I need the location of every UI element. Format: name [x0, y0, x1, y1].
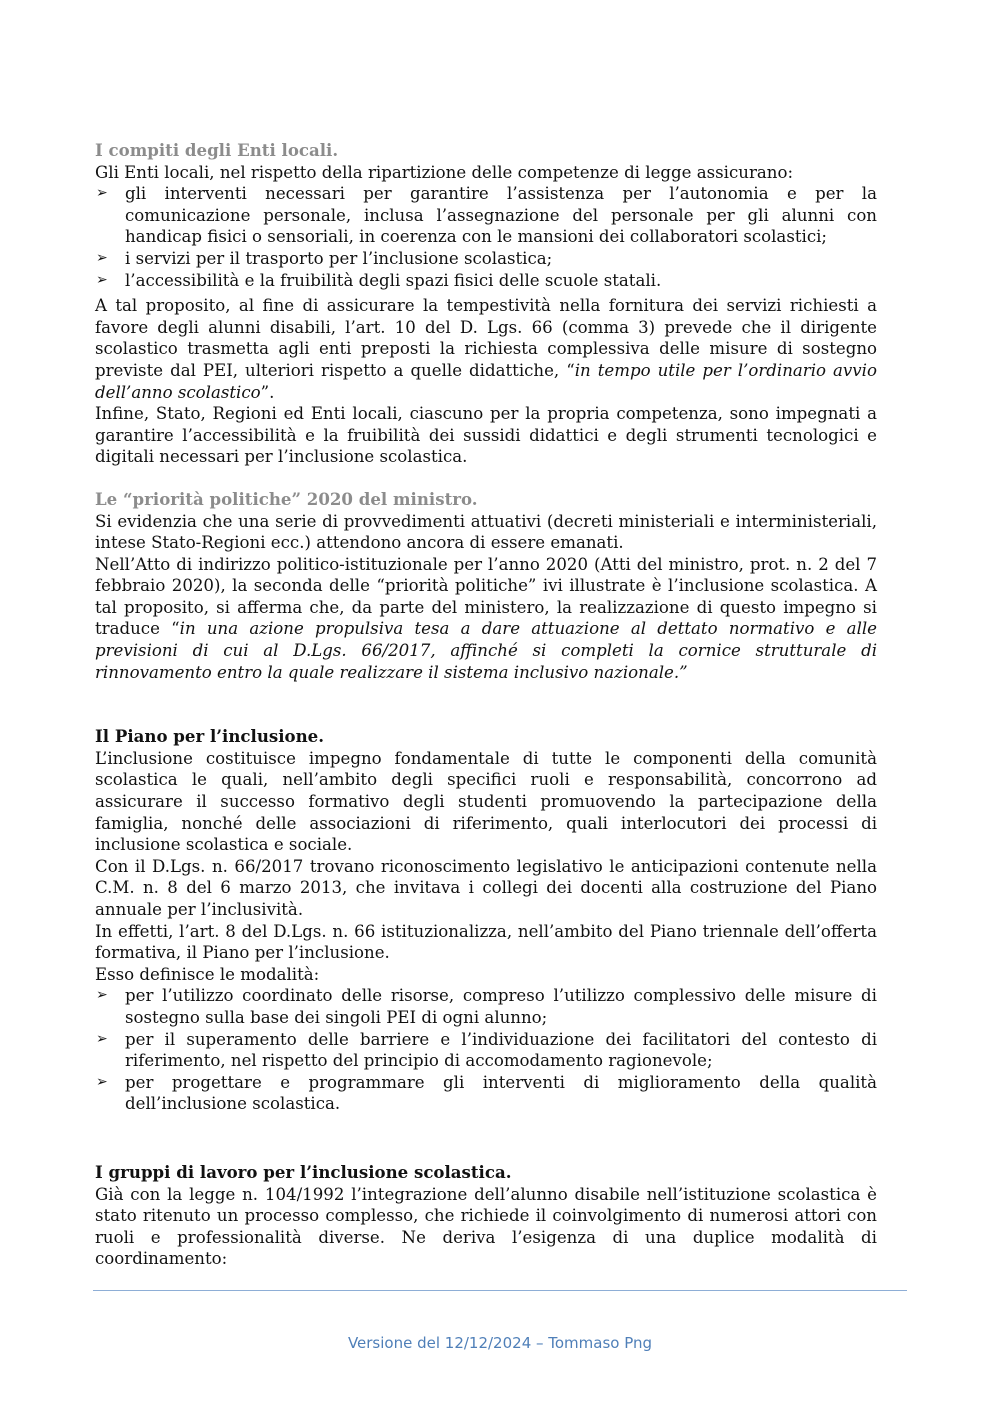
paragraph: Si evidenzia che una serie di provvedimenti attuativi (decreti ministeriali e interministeriali, intese Stato-Regioni ecc.) attendono ancora di essere emanati.	[95, 511, 877, 553]
paragraph: Infine, Stato, Regioni ed Enti locali, ciascuno per la propria competenza, sono impegnati a garantire l’accessibilità e la fruibilità dei sussidi didattici e degli strumenti tecnologici e digitali necessari per l’inclusione scolastica.	[95, 404, 877, 467]
paragraph: Gli Enti locali, nel rispetto della ripartizione delle competenze di legge assicurano:	[95, 162, 794, 182]
list-item	[95, 1029, 877, 1072]
section-gruppi-lavoro	[95, 1162, 877, 1270]
paragraph: In effetti, l’art. 8 del D.Lgs. n. 66 istituzionalizza, nell’ambito del Piano triennale dell’offerta formativa, il Piano per l’inclusione.	[95, 921, 877, 963]
paragraph: L’inclusione costituisce impegno fondamentale di tutte le componenti della comunità scolastica le quali, nell’ambito degli specifici ruoli e responsabilità, concorrono ad assicurare il successo formativo degli studenti promuovendo la partecipazione della famiglia, nonché delle associazioni di riferimento, quali interlocutori dei processi di inclusione scolastica e sociale.	[95, 748, 877, 855]
arrowhead-bullet-icon: ➢	[96, 271, 108, 288]
arrowhead-bullet-icon: ➢	[96, 1073, 108, 1090]
paragraph	[95, 554, 877, 684]
paragraph-text: Nell’Atto di indirizzo politico-istituzionale per l’anno 2020 (Atti del ministro, prot. n. 2 del 7 febbraio 2020), la seconda delle “priorità politiche” ivi illustrate è l’inclusione scolastica. A tal proposito, si afferma che, da parte del ministero, la realizzazione di questo impegno si traduce “	[95, 554, 877, 639]
bullet-list	[95, 985, 877, 1115]
quote-italic: in una azione propulsiva tesa a dare attuazione al dettato normativo e alle previsioni di cui al D.Lgs. 66/2017, affinché si completi la cornice strutturale di rinnovamento entro la quale realizzare il sistema inclusivo nazionale.”	[95, 619, 877, 682]
paragraph-text: ”.	[260, 382, 275, 402]
list-item-text: gli interventi necessari per garantire l’assistenza per l’autonomia e per la comunicazione personale, inclusa l’assegnazione del personale per gli alunni con handicap fisici o sensoriali, in coerenza con le mansioni dei collaboratori scolastici;	[125, 184, 877, 247]
arrowhead-bullet-icon: ➢	[96, 249, 108, 266]
paragraph: Già con la legge n. 104/1992 l’integrazione dell’alunno disabile nell’istituzione scolastica è stato ritenuto un processo complesso, che richiede il coinvolgimento di numerosi attori con ruoli e professionalità diverse. Ne deriva l’esigenza di una duplice modalità di coordinamento:	[95, 1184, 877, 1269]
bullet-list	[95, 183, 877, 291]
list-item-text: i servizi per il trasporto per l’inclusione scolastica;	[125, 248, 553, 268]
arrowhead-bullet-icon: ➢	[96, 185, 108, 202]
list-item	[95, 1072, 877, 1115]
list-item-text: per l’utilizzo coordinato delle risorse, compreso l’utilizzo complessivo delle misure di sostegno sulla base dei singoli PEI di ogni alunno;	[125, 986, 877, 1027]
list-item	[95, 985, 877, 1028]
section-heading: Le “priorità politiche” 2020 del ministro.	[95, 488, 478, 509]
quote-italic: in tempo utile per l’ordinario avvio dell’anno scolastico	[95, 360, 877, 402]
section-enti-locali	[95, 140, 877, 468]
arrowhead-bullet-icon: ➢	[96, 987, 108, 1004]
section-heading: I compiti degli Enti locali.	[95, 140, 339, 160]
paragraph	[95, 295, 877, 403]
section-heading: I gruppi di lavoro per l’inclusione scolastica.	[95, 1161, 512, 1182]
paragraph: Esso definisce le modalità:	[95, 964, 320, 984]
page-footer: Versione del 12/12/2024 – Tommaso Png	[347, 1334, 653, 1352]
document-body	[95, 140, 877, 1270]
footer-divider	[93, 1290, 907, 1291]
paragraph: Con il D.Lgs. n. 66/2017 trovano riconoscimento legislativo le anticipazioni contenute nella C.M. n. 8 del 6 marzo 2013, che invitava i collegi dei docenti alla costruzione del Piano annuale per l’inclusività.	[95, 856, 877, 919]
section-heading: Il Piano per l’inclusione.	[95, 726, 324, 747]
section-piano-inclusione	[95, 726, 877, 1115]
arrowhead-bullet-icon: ➢	[96, 1030, 108, 1047]
section-priorita-politiche	[95, 489, 877, 683]
list-item	[95, 183, 877, 248]
list-item	[95, 248, 877, 270]
list-item-text: per progettare e programmare gli interventi di miglioramento della qualità dell’inclusione scolastica.	[125, 1072, 877, 1114]
paragraph-text: A tal proposito, al fine di assicurare la tempestività nella fornitura dei servizi richiesti a favore degli alunni disabili, l’art. 10 del D. Lgs. 66 (comma 3) prevede che il dirigente scolastico trasmetta agli enti preposti la richiesta complessiva delle misure di sostegno previste dal PEI, ulteriori rispetto a quelle didattiche, “	[95, 296, 877, 380]
list-item	[95, 270, 877, 292]
list-item-text: l’accessibilità e la fruibilità degli spazi fisici delle scuole statali.	[125, 270, 662, 290]
list-item-text: per il superamento delle barriere e l’individuazione dei facilitatori del contesto di riferimento, nel rispetto del principio di accomodamento ragionevole;	[125, 1029, 877, 1071]
